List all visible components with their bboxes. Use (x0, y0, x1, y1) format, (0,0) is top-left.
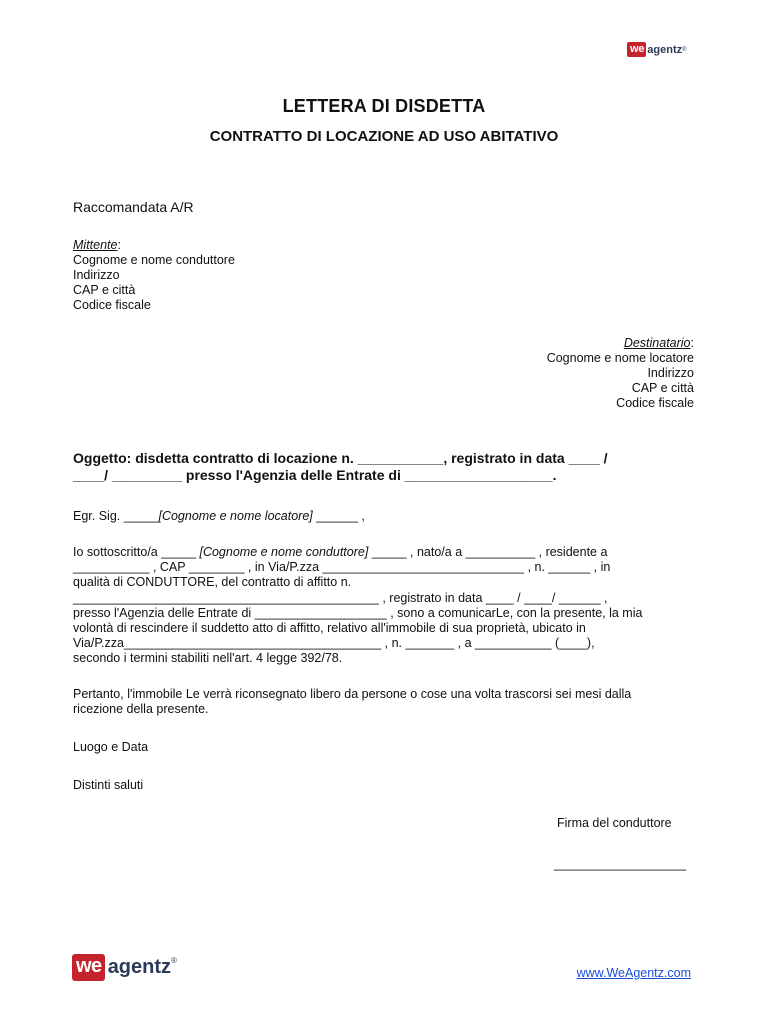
body-text: Io sottoscritto/a _____ (73, 545, 200, 559)
sender-label-colon: : (117, 238, 121, 252)
website-link[interactable]: www.WeAgentz.com (576, 966, 691, 980)
body-paragraph-2 (73, 687, 698, 717)
sender-block (73, 238, 235, 313)
subject-line: Oggetto: disdetta contratto di locazione n. ___________, registrato in data ____ / (73, 450, 608, 466)
sender-line: Cognome e nome conduttore (73, 253, 235, 267)
logo-agentz-text: agentz (647, 43, 683, 56)
raccomandata-label: Raccomandata A/R (73, 199, 194, 215)
salutation-suffix: ______ , (312, 509, 365, 523)
logo-agentz-text: agentz (107, 956, 172, 978)
recipient-line: Codice fiscale (616, 396, 694, 410)
recipient-label: Destinatario (623, 336, 691, 350)
recipient-line: CAP e città (631, 381, 694, 395)
body-line: volontà di rescindere il suddetto atto di affitto, relativo all'immobile di sua proprietà, ubicato in (73, 621, 586, 636)
body-line: ricezione della presente. (73, 702, 209, 716)
tenant-name-placeholder: [Cognome e nome conduttore] (199, 545, 369, 559)
recipient-label-colon: : (690, 336, 694, 350)
sender-line: CAP e città (73, 283, 136, 297)
document-subtitle: CONTRATTO DI LOCAZIONE AD USO ABITATIVO (209, 128, 559, 145)
place-and-date: Luogo e Data (73, 740, 149, 754)
body-line: presso l'Agenzia delle Entrate di ___________________ , sono a comunicarLe, con la presente, la mia (73, 605, 643, 620)
subject-line: ____/ _________ presso l'Agenzia delle Entrate di ___________________. (73, 467, 557, 483)
body-line: secondo i termini stabiliti nell'art. 4 legge 392/78. (73, 651, 343, 666)
sender-line: Codice fiscale (73, 298, 151, 312)
recipient-block (547, 336, 694, 411)
body-line: ____________________________________________ , registrato in data ____ / ____/ ______ , (73, 590, 608, 605)
body-paragraph-1 (73, 545, 698, 667)
sender-label: Mittente (73, 238, 118, 252)
sender-line: Indirizzo (73, 268, 120, 282)
body-line: Pertanto, l'immobile Le verrà riconsegnato libero da persone o cose una volta trascorsi sei mesi dalla (73, 687, 632, 701)
salutation-name-placeholder: [Cognome e nome locatore] (158, 509, 313, 523)
body-line: ___________ , CAP ________ , in Via/P.zza _____________________________ , n. ______ , in (73, 560, 611, 575)
signature-line: ___________________ (554, 857, 687, 871)
recipient-line: Indirizzo (647, 366, 694, 380)
logo-registered-mark: ® (171, 956, 177, 965)
weagentz-logo-top (627, 42, 687, 57)
logo-we-mark: we (627, 42, 646, 57)
body-line: Via/P.zza_____________________________________ , n. _______ , a ___________ (____), (73, 636, 595, 651)
weagentz-logo-bottom (72, 954, 177, 981)
salutation-prefix: Egr. Sig. _____ (73, 509, 159, 523)
closing-greeting: Distinti saluti (73, 778, 144, 792)
salutation (73, 509, 365, 524)
signature-label: Firma del conduttore (557, 816, 672, 830)
logo-we-mark: we (72, 954, 105, 981)
subject-block (73, 450, 698, 484)
body-line: qualità di CONDUTTORE, del contratto di affitto n. (73, 575, 352, 590)
document-title: LETTERA DI DISDETTA (282, 96, 486, 116)
recipient-line: Cognome e nome locatore (546, 351, 694, 365)
logo-registered-mark: ® (682, 46, 687, 53)
body-text: _____ , nato/a a __________ , residente a (368, 545, 608, 559)
